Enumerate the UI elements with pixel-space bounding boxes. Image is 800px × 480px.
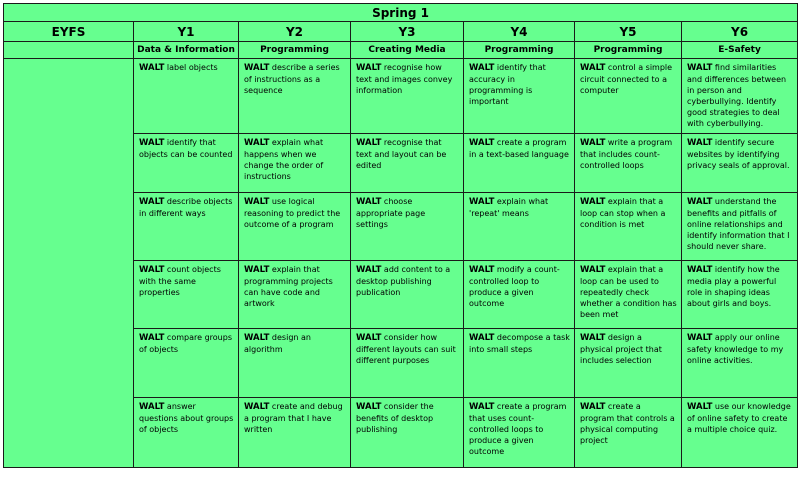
- year-header-y6: Y6: [682, 22, 798, 42]
- objective-cell: [682, 59, 798, 134]
- objective-text: [239, 193, 350, 260]
- curriculum-sheet: [3, 3, 797, 477]
- year-header-y1: Y1: [134, 22, 239, 42]
- objective-cell: [351, 193, 464, 261]
- subject-y3: Creating Media: [351, 42, 464, 59]
- subject-eyfs: [4, 42, 134, 59]
- objective-description: design a physical project that includes selection: [580, 333, 662, 365]
- year-header-eyfs: EYFS: [4, 22, 134, 42]
- objective-cell: [351, 261, 464, 329]
- walt-label: WALT: [356, 402, 382, 412]
- objective-description: create a program that controls a physical computing project: [580, 402, 675, 445]
- walt-label: WALT: [687, 197, 713, 207]
- year-header-y4: Y4: [464, 22, 575, 42]
- table-row: [4, 59, 798, 134]
- objective-cell: [464, 329, 575, 398]
- walt-label: WALT: [139, 402, 165, 412]
- objective-description: recognise how text and images convey information: [356, 63, 453, 95]
- objective-description: explain that a loop can stop when a condition is met: [580, 197, 666, 229]
- walt-label: WALT: [469, 197, 495, 207]
- objective-description: create a program that uses count-controlled loops to produce a given outcome: [469, 402, 567, 456]
- walt-label: WALT: [469, 138, 495, 148]
- objective-text: [464, 193, 574, 260]
- walt-label: WALT: [356, 197, 382, 207]
- objective-description: add content to a desktop publishing publication: [356, 265, 451, 297]
- objective-text: [134, 261, 238, 328]
- objective-text: [575, 398, 681, 467]
- objective-cell: [134, 261, 239, 329]
- objective-cell: [682, 329, 798, 398]
- objective-description: identify that accuracy in programming is important: [469, 63, 546, 106]
- objective-text: [134, 134, 238, 192]
- objective-text: [575, 329, 681, 397]
- objective-description: describe a series of instructions as a sequence: [244, 63, 340, 95]
- objective-text: [134, 329, 238, 397]
- objective-cell: [464, 261, 575, 329]
- objective-cell: [239, 59, 351, 134]
- walt-label: WALT: [244, 197, 270, 207]
- walt-label: WALT: [687, 63, 713, 73]
- objective-description: control a simple circuit connected to a computer: [580, 63, 673, 95]
- year-header-row: [4, 22, 798, 42]
- walt-label: WALT: [356, 63, 382, 73]
- curriculum-table: [3, 3, 798, 468]
- subject-y2: Programming: [239, 42, 351, 59]
- objective-cell: [575, 398, 682, 468]
- objective-cell: [464, 193, 575, 261]
- walt-label: WALT: [687, 333, 713, 343]
- objective-description: identify secure websites by identifying privacy seals of approval.: [687, 138, 790, 170]
- objective-description: design an algorithm: [244, 333, 311, 354]
- objective-text: [575, 59, 681, 133]
- objective-text: [239, 398, 350, 467]
- objective-description: compare groups of objects: [139, 333, 232, 354]
- objective-cell: [682, 398, 798, 468]
- walt-label: WALT: [580, 138, 606, 148]
- objective-cell: [239, 193, 351, 261]
- walt-label: WALT: [244, 138, 270, 148]
- year-header-y3: Y3: [351, 22, 464, 42]
- table-title: Spring 1: [4, 4, 798, 22]
- objective-description: write a program that includes count-controlled loops: [580, 138, 673, 170]
- objective-text: [239, 59, 350, 133]
- walt-label: WALT: [580, 333, 606, 343]
- eyfs-column-cell: [4, 59, 134, 468]
- objective-description: label objects: [164, 63, 218, 72]
- objective-text: [682, 261, 797, 328]
- objective-description: decompose a task into small steps: [469, 333, 570, 354]
- objective-description: apply our online safety knowledge to my online activities.: [687, 333, 784, 365]
- objective-cell: [134, 59, 239, 134]
- objective-description: count objects with the same properties: [139, 265, 221, 297]
- objective-cell: [134, 329, 239, 398]
- objective-text: [351, 398, 463, 467]
- objective-cell: [575, 134, 682, 193]
- objective-description: identify how the media play a powerful role in shaping ideas about girls and boys.: [687, 265, 780, 308]
- objective-text: [239, 134, 350, 192]
- objective-cell: [575, 59, 682, 134]
- walt-label: WALT: [469, 402, 495, 412]
- objective-description: find similarities and differences between in person and cyberbullying. Identify good strategies to deal with cyberbullying.: [687, 63, 787, 128]
- walt-label: WALT: [244, 63, 270, 73]
- subject-row: [4, 42, 798, 59]
- objective-description: consider the benefits of desktop publishing: [356, 402, 434, 434]
- year-header-y2: Y2: [239, 22, 351, 42]
- objective-text: [464, 329, 574, 397]
- objective-text: [682, 398, 797, 467]
- objective-description: explain that a loop can be used to repeatedly check whether a condition has been met: [580, 265, 677, 319]
- walt-label: WALT: [139, 333, 165, 343]
- objective-cell: [575, 261, 682, 329]
- walt-label: WALT: [580, 197, 606, 207]
- objective-text: [351, 193, 463, 260]
- objective-description: choose appropriate page settings: [356, 197, 426, 229]
- objective-cell: [239, 329, 351, 398]
- objective-text: [464, 59, 574, 133]
- objective-cell: [575, 329, 682, 398]
- walt-label: WALT: [356, 265, 382, 275]
- walt-label: WALT: [687, 402, 713, 412]
- objective-description: modify a count-controlled loop to produce a given outcome: [469, 265, 560, 308]
- objective-cell: [682, 261, 798, 329]
- objective-text: [575, 261, 681, 328]
- objective-text: [351, 329, 463, 397]
- objective-cell: [134, 398, 239, 468]
- objective-text: [682, 329, 797, 397]
- objective-text: [464, 398, 574, 467]
- objective-text: [464, 134, 574, 192]
- objective-description: explain that programming projects can have code and artwork: [244, 265, 333, 308]
- objective-description: describe objects in different ways: [139, 197, 233, 218]
- objective-description: create and debug a program that I have written: [244, 402, 343, 434]
- objective-text: [351, 59, 463, 133]
- objective-text: [351, 134, 463, 192]
- objective-cell: [239, 134, 351, 193]
- objective-cell: [351, 59, 464, 134]
- objective-cell: [575, 193, 682, 261]
- objective-text: [239, 329, 350, 397]
- walt-label: WALT: [469, 265, 495, 275]
- walt-label: WALT: [580, 265, 606, 275]
- objective-cell: [682, 193, 798, 261]
- objective-description: answer questions about groups of objects: [139, 402, 234, 434]
- walt-label: WALT: [139, 63, 165, 73]
- objective-description: consider how different layouts can suit different purposes: [356, 333, 456, 365]
- walt-label: WALT: [356, 138, 382, 148]
- objective-cell: [351, 134, 464, 193]
- title-row: [4, 4, 798, 22]
- objective-description: identify that objects can be counted: [139, 138, 233, 159]
- objective-cell: [682, 134, 798, 193]
- walt-label: WALT: [356, 333, 382, 343]
- objective-cell: [464, 134, 575, 193]
- objective-cell: [351, 329, 464, 398]
- walt-label: WALT: [469, 333, 495, 343]
- walt-label: WALT: [244, 402, 270, 412]
- walt-label: WALT: [139, 197, 165, 207]
- walt-label: WALT: [139, 265, 165, 275]
- walt-label: WALT: [244, 333, 270, 343]
- walt-label: WALT: [687, 265, 713, 275]
- objective-text: [682, 134, 797, 192]
- objective-text: [575, 193, 681, 260]
- objective-description: explain what 'repeat' means: [469, 197, 549, 218]
- objective-description: recognise that text and layout can be edited: [356, 138, 447, 170]
- subject-y6: E-Safety: [682, 42, 798, 59]
- objective-cell: [239, 261, 351, 329]
- objective-cell: [134, 134, 239, 193]
- objective-cell: [464, 59, 575, 134]
- subject-y5: Programming: [575, 42, 682, 59]
- year-header-y5: Y5: [575, 22, 682, 42]
- walt-label: WALT: [580, 402, 606, 412]
- objective-cell: [351, 398, 464, 468]
- objective-description: understand the benefits and pitfalls of online relationships and identify information that I should never share.: [687, 197, 790, 251]
- objective-text: [575, 134, 681, 192]
- subject-y4: Programming: [464, 42, 575, 59]
- objective-text: [464, 261, 574, 328]
- objective-cell: [464, 398, 575, 468]
- objective-description: use logical reasoning to predict the outcome of a program: [244, 197, 341, 229]
- objective-cell: [239, 398, 351, 468]
- objective-text: [682, 59, 797, 133]
- walt-label: WALT: [244, 265, 270, 275]
- objective-description: use our knowledge of online safety to create a multiple choice quiz.: [687, 402, 791, 434]
- walt-label: WALT: [580, 63, 606, 73]
- objective-text: [682, 193, 797, 260]
- walt-label: WALT: [139, 138, 165, 148]
- subject-y1: Data & Information: [134, 42, 239, 59]
- walt-label: WALT: [469, 63, 495, 73]
- objective-text: [134, 398, 238, 467]
- objective-text: [239, 261, 350, 328]
- objective-description: explain what happens when we change the order of instructions: [244, 138, 324, 181]
- objective-description: create a program in a text-based language: [469, 138, 569, 159]
- walt-label: WALT: [687, 138, 713, 148]
- objective-text: [134, 193, 238, 260]
- objective-text: [134, 59, 238, 133]
- objective-cell: [134, 193, 239, 261]
- objective-text: [351, 261, 463, 328]
